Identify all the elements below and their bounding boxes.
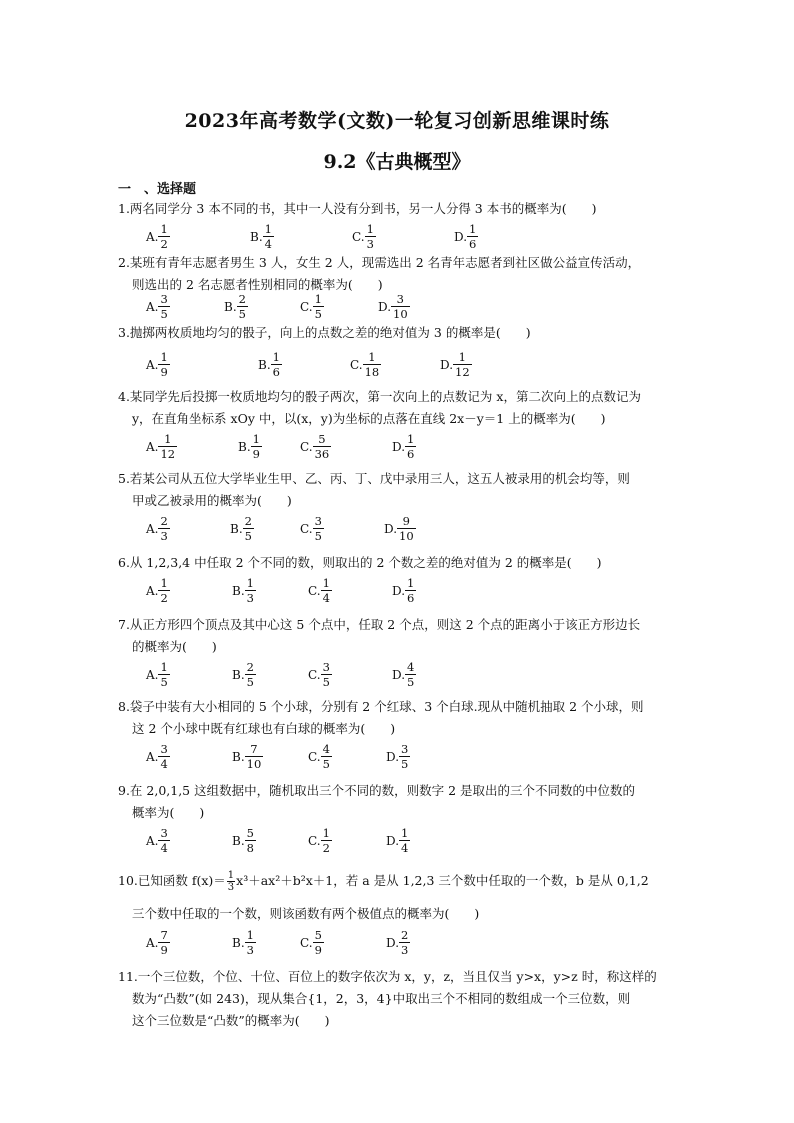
numerator: 1 [246,928,254,942]
denominator: 9 [160,365,168,379]
numerator: 2 [238,292,246,306]
numerator: 1 [227,870,235,881]
fraction [321,826,332,855]
option-c [308,742,332,771]
fraction [158,826,169,855]
question-text: 1.两名同学分 3 本不同的书，其中一人没有分到书，另一人分得 3 本书的概率为( ) [118,201,597,216]
option-label: D. [378,299,392,314]
numerator: 3 [160,826,168,840]
fraction [365,222,376,251]
denominator: 3 [160,529,168,543]
question-line: 这个三位数是“凸数”的概率为( ) [132,1013,330,1028]
option-a [146,660,170,689]
question-10 [118,870,702,925]
option-label: C. [308,833,321,848]
document-subtitle: 9.2《古典概型》 [323,151,471,173]
question-8 [118,696,702,740]
denominator: 5 [314,529,322,543]
question-line: 这 2 个小球中既有红球也有白球的概率为( ) [132,721,396,736]
fraction [243,514,254,543]
fraction [467,222,478,251]
denominator: 5 [246,675,254,689]
option-label: A. [146,439,159,454]
option-d [440,350,472,379]
fraction [405,660,416,689]
denominator: 5 [314,307,322,321]
option-a [146,928,170,957]
numerator: 5 [246,826,254,840]
denominator: 4 [322,591,330,605]
denominator: 4 [401,841,409,855]
numerator: 3 [401,742,409,756]
denominator: 10 [393,307,408,321]
denominator: 3 [401,943,409,957]
fraction [251,432,262,461]
fraction [245,826,256,855]
option-label: C. [308,749,321,764]
option-label: B. [224,299,237,314]
option-b [224,292,248,321]
option-label: B. [238,439,251,454]
option-label: D. [386,749,400,764]
option-b [232,742,263,771]
numerator: 1 [314,292,322,306]
option-label: B. [232,667,245,682]
option-b [232,660,256,689]
question-4 [118,386,702,430]
fraction [363,350,382,379]
fraction [397,514,416,543]
question-line: 甲或乙被录用的概率为( ) [132,493,292,508]
option-c [352,222,376,251]
option-label: A. [146,833,159,848]
option-label: B. [232,833,245,848]
option-label: C. [308,583,321,598]
option-a [146,576,170,605]
denominator: 9 [160,943,168,957]
option-c [300,514,324,543]
fraction [237,292,248,321]
option-label: D. [392,583,406,598]
fraction [158,432,177,461]
option-c [300,928,324,957]
option-label: D. [384,521,398,536]
numerator: 3 [160,742,168,756]
section-heading: 一 、选择题 [118,182,197,197]
fraction [271,350,282,379]
question-line: y，在直角坐标系 xOy 中，以(x，y)为坐标的点落在直线 2x－y＝1 上的概率为( ) [132,411,606,426]
option-d [392,660,416,689]
option-label: C. [308,667,321,682]
numerator: 1 [264,222,272,236]
denominator: 5 [322,675,330,689]
denominator: 12 [160,447,176,461]
option-d [392,432,416,461]
fraction [321,576,332,605]
denominator: 5 [160,675,168,689]
numerator: 9 [402,514,410,528]
numerator: 1 [469,222,477,236]
numerator: 2 [246,660,254,674]
numerator: 7 [160,928,168,942]
option-label: C. [300,521,313,536]
question-9 [118,780,702,824]
numerator: 1 [160,350,168,364]
numerator: 2 [244,514,252,528]
option-d [392,576,416,605]
question-text: x³＋ax²＋b²x＋1，若 a 是从 1,2,3 三个数中任取的一个数，b 是从 0,1,2 [236,873,649,888]
option-d [384,514,416,543]
fraction [313,928,324,957]
denominator: 10 [246,757,262,771]
numerator: 2 [401,928,409,942]
option-label: C. [300,439,313,454]
option-label: A. [146,299,159,314]
option-c [300,432,331,461]
option-label: A. [146,935,159,950]
option-a [146,514,170,543]
question-line: 三个数中任取的一个数，则该函数有两个极值点的概率为( ) [132,906,480,921]
question-line: 数为“凸数”(如 243)，现从集合{1，2，3，4}中取出三个不相同的数组成一个三位数，则 [132,991,631,1006]
denominator: 8 [246,841,254,855]
denominator: 2 [160,591,168,605]
question-5 [118,468,702,512]
option-label: A. [146,667,159,682]
question-text: 6.从 1,2,3,4 中任取 2 个不同的数，则取出的 2 个数之差的绝对值为 2 的概率是( ) [118,555,602,570]
fraction [405,432,416,461]
fraction [158,514,169,543]
fraction [321,660,332,689]
question-line: 11.一个三位数，个位、十位、百位上的数字依次为 x，y，z，当且仅当 y>x，y>z 时，称这样的 [118,969,657,984]
question-line: 概率为( ) [132,805,205,820]
fraction [399,826,410,855]
numerator: 1 [272,350,280,364]
denominator: 5 [401,757,409,771]
numerator: 1 [368,350,376,364]
option-d [386,742,410,771]
fraction [158,660,169,689]
option-b [250,222,274,251]
denominator: 4 [160,757,168,771]
numerator: 1 [246,576,254,590]
numerator: 1 [160,222,168,236]
denominator: 3 [366,237,374,251]
denominator: 2 [160,237,168,251]
option-b [232,576,256,605]
denominator: 6 [407,447,415,461]
option-label: A. [146,229,159,244]
denominator: 36 [314,447,330,461]
numerator: 1 [322,576,330,590]
option-b [230,514,254,543]
option-label: B. [258,357,271,372]
option-label: C. [300,935,313,950]
option-label: D. [454,229,468,244]
fraction [158,576,169,605]
fraction [399,928,410,957]
denominator: 3 [246,943,254,957]
fraction [263,222,274,251]
option-d [454,222,478,251]
fraction [245,928,256,957]
question-11 [118,966,702,1032]
numerator: 2 [160,514,168,528]
option-c [308,660,332,689]
denominator: 6 [272,365,280,379]
numerator: 4 [407,660,415,674]
option-b [238,432,262,461]
fraction [313,432,332,461]
fraction [227,870,235,893]
option-label: D. [392,667,406,682]
numerator: 3 [322,660,330,674]
question-7 [118,614,702,658]
question-line: 2.某班有青年志愿者男生 3 人，女生 2 人，现需选出 2 名青年志愿者到社区做公益宣传活动， [118,255,641,270]
denominator: 5 [160,307,168,321]
numerator: 1 [252,432,260,446]
fraction [158,292,169,321]
option-c [300,292,324,321]
option-label: C. [300,299,313,314]
fraction [391,292,410,321]
option-c [350,350,381,379]
question-1 [118,198,702,220]
numerator: 1 [160,576,168,590]
denominator: 9 [314,943,322,957]
denominator: 12 [455,365,470,379]
fraction [158,222,169,251]
denominator: 5 [407,675,415,689]
numerator: 1 [401,826,409,840]
option-label: B. [230,521,243,536]
numerator: 3 [160,292,168,306]
numerator: 1 [164,432,172,446]
option-a [146,826,170,855]
option-label: D. [386,833,400,848]
numerator: 7 [250,742,258,756]
question-line: 的概率为( ) [132,639,217,654]
question-line: 9.在 2,0,1,5 这组数据中，随机取出三个不同的数，则数字 2 是取出的三个不同数的中位数的 [118,783,636,798]
option-label: B. [250,229,263,244]
option-label: C. [352,229,365,244]
fraction [158,928,169,957]
fraction [321,742,332,771]
option-label: D. [440,357,454,372]
option-label: A. [146,521,159,536]
denominator: 6 [469,237,477,251]
fraction [245,660,256,689]
option-label: B. [232,935,245,950]
numerator: 4 [322,742,330,756]
numerator: 3 [396,292,404,306]
option-label: A. [146,583,159,598]
option-label: A. [146,357,159,372]
option-b [258,350,282,379]
denominator: 3 [246,591,254,605]
fraction [453,350,472,379]
fraction [245,742,264,771]
numerator: 1 [160,660,168,674]
question-line: 7.从正方形四个顶点及其中心这 5 个点中，任取 2 个点，则这 2 个点的距离小于该正方形边长 [118,617,641,632]
denominator: 9 [252,447,260,461]
denominator: 5 [322,757,330,771]
document-title: 2023年高考数学(文数)一轮复习创新思维课时练 [184,110,610,132]
option-label: B. [232,749,245,764]
option-label: C. [350,357,363,372]
numerator: 1 [366,222,374,236]
option-a [146,742,170,771]
option-label: D. [386,935,400,950]
denominator: 3 [227,882,235,893]
option-label: D. [392,439,406,454]
fraction [313,292,324,321]
option-d [386,826,410,855]
question-3 [118,322,702,344]
option-label: B. [232,583,245,598]
question-text: 3.抛掷两枚质地均匀的骰子，向上的点数之差的绝对值为 3 的概率是( ) [118,325,531,340]
question-line: 8.袋子中装有大小相同的 5 个小球，分别有 2 个红球、3 个白球.现从中随机抽取 2 个小球，则 [118,699,644,714]
denominator: 2 [322,841,330,855]
option-b [232,928,256,957]
denominator: 6 [407,591,415,605]
numerator: 5 [314,928,322,942]
fraction [399,742,410,771]
numerator: 1 [407,432,415,446]
question-line: 则选出的 2 名志愿者性别相同的概率为( ) [132,277,383,292]
option-c [308,826,332,855]
question-line: 5.若某公司从五位大学毕业生甲、乙、丙、丁、戊中录用三人，这五人被录用的机会均等，则 [118,471,630,486]
denominator: 18 [364,365,380,379]
denominator: 4 [264,237,272,251]
option-a [146,350,170,379]
question-6 [118,552,702,574]
numerator: 1 [458,350,466,364]
option-c [308,576,332,605]
fraction [405,576,416,605]
question-line [118,870,649,893]
option-a [146,222,170,251]
numerator: 1 [407,576,415,590]
question-2 [118,252,702,296]
fraction [158,350,169,379]
fraction [158,742,169,771]
denominator: 5 [238,307,246,321]
question-text: 10.已知函数 f(x)＝ [118,873,226,888]
numerator: 3 [314,514,322,528]
denominator: 5 [244,529,252,543]
option-b [232,826,256,855]
question-line: 4.某同学先后投掷一枚质地均匀的骰子两次，第一次向上的点数记为 x，第二次向上的点数记为 [118,389,641,404]
option-d [378,292,410,321]
denominator: 10 [399,529,414,543]
option-label: A. [146,749,159,764]
option-a [146,292,170,321]
fraction [245,576,256,605]
fraction [313,514,324,543]
option-d [386,928,410,957]
option-a [146,432,177,461]
numerator: 5 [318,432,326,446]
numerator: 1 [322,826,330,840]
denominator: 4 [160,841,168,855]
